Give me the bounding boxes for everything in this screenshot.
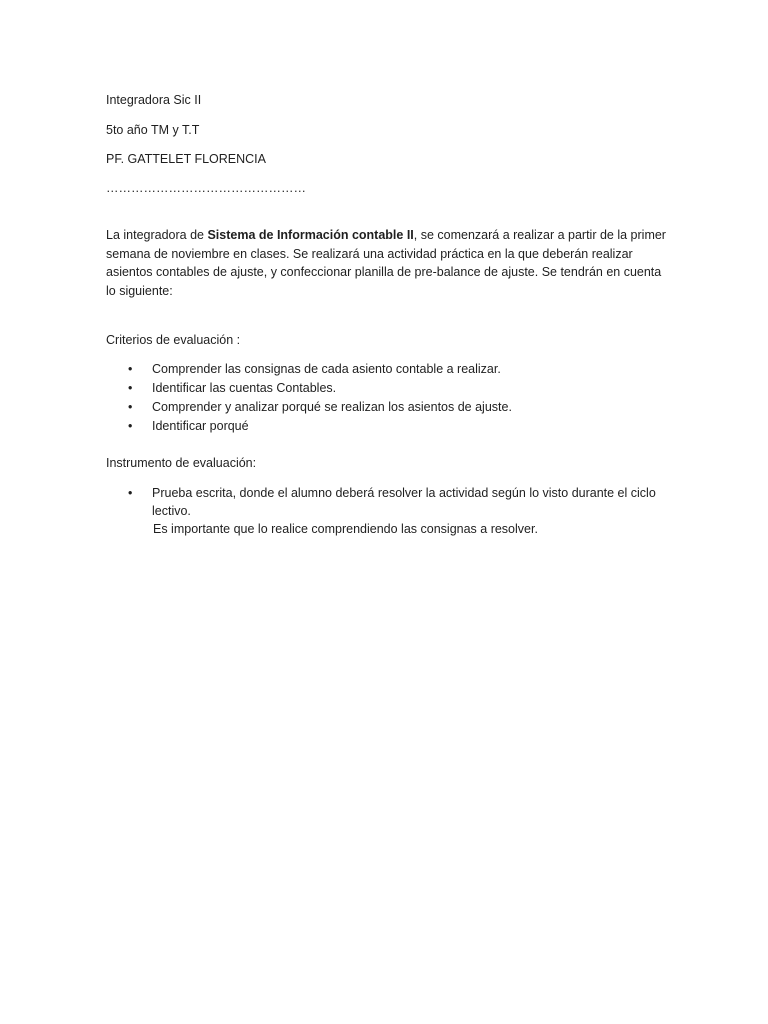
criteria-item-text: Comprender y analizar porqué se realizan los asientos de ajuste. (152, 400, 512, 414)
teacher-line: PF. GATTELET FLORENCIA (106, 152, 266, 166)
list-item (106, 484, 666, 538)
criteria-list (106, 360, 666, 436)
dotted-separator: ………………………………………… (106, 181, 306, 195)
document-title: Integradora Sic II (106, 93, 202, 107)
instrument-list (106, 484, 666, 538)
bullet-icon: • (128, 362, 133, 376)
criteria-item-text: Identificar porqué (152, 419, 249, 433)
intro-text-before: La integradora de (106, 228, 208, 242)
intro-text-after: , se comenzará a realizar a partir de la primer semana de noviembre en clases. Se realizará una actividad práctica en la que deberán realizar asientos contables de ajuste, y confeccionar planilla de pre-balance de ajuste. Se tendrán en cuenta lo siguiente: (106, 228, 666, 298)
instrument-item-text: Prueba escrita, donde el alumno deberá resolver la actividad según lo visto durante el ciclo lectivo. (152, 486, 656, 518)
list-item (106, 360, 666, 379)
instrument-item-note: Es importante que lo realice comprendiendo las consignas a resolver. (153, 522, 538, 536)
intro-subject-bold: Sistema de Información contable II (207, 228, 414, 242)
criteria-item-text: Comprender las consignas de cada asiento contable a realizar. (152, 362, 501, 376)
list-item (106, 398, 666, 417)
bullet-icon: • (128, 381, 133, 395)
list-item (106, 417, 666, 436)
list-item (106, 379, 666, 398)
criteria-heading: Criterios de evaluación : (106, 333, 241, 347)
intro-paragraph (106, 226, 666, 300)
criteria-item-text: Identificar las cuentas Contables. (152, 381, 337, 395)
bullet-icon: • (128, 419, 133, 433)
bullet-icon: • (128, 400, 133, 414)
course-line: 5to año TM y T.T (106, 123, 200, 137)
instrument-heading: Instrumento de evaluación: (106, 456, 257, 470)
bullet-icon: • (128, 486, 133, 500)
